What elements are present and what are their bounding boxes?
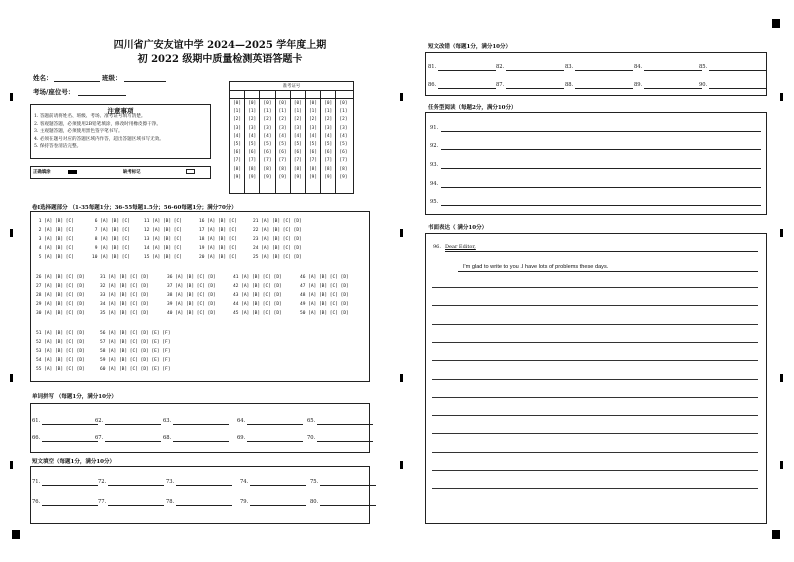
cloze-answer-line[interactable] <box>42 505 98 506</box>
mc-question-row[interactable]: 33 [A] [B] [C] [D] <box>100 292 149 298</box>
digit-bubble[interactable]: [9] <box>293 174 302 180</box>
grid-divider <box>259 90 260 194</box>
digit-bubble[interactable]: [7] <box>293 158 302 164</box>
timing-mark <box>10 461 13 469</box>
admission-digit-column[interactable] <box>337 100 349 182</box>
mc-question-row[interactable]: 6 [A] [B] [C] <box>92 219 130 224</box>
digit-bubble[interactable]: [8] <box>248 166 257 172</box>
digit-bubble[interactable]: [6] <box>233 150 241 156</box>
corner-mark-bottom-left <box>12 530 20 539</box>
grid-divider <box>244 90 245 194</box>
spelling-answer-line[interactable] <box>173 424 229 425</box>
task-number: 95. <box>430 199 439 205</box>
mc-question-row[interactable]: 28 [A] [B] [C] [D] <box>36 292 85 298</box>
sheet-title-line2: 初 2022 级期中质量检测英语答题卡 <box>137 54 303 65</box>
correct-fill-sample <box>68 170 77 174</box>
digit-bubble[interactable]: [6] <box>278 150 287 156</box>
mc-question-row[interactable]: 36 [A] [B] [C] [D] <box>167 275 216 280</box>
digit-bubble[interactable]: [9] <box>278 174 287 180</box>
digit-bubble[interactable]: [6] <box>263 150 272 156</box>
class-field[interactable] <box>124 81 166 82</box>
correction-answer-line[interactable] <box>438 88 496 89</box>
digit-bubble[interactable]: [3] <box>263 125 272 131</box>
digit-bubble[interactable]: [9] <box>263 174 272 180</box>
timing-mark <box>10 93 13 101</box>
digit-bubble[interactable]: [7] <box>339 158 348 164</box>
name-field[interactable] <box>54 81 100 82</box>
timing-mark <box>780 229 783 237</box>
writing-first-line: I'm glad to write to you .I have lots of problems these days. <box>463 264 609 270</box>
digit-bubble[interactable]: [1] <box>278 109 287 115</box>
mc-question-row[interactable]: 48 [A] [B] [C] [D] <box>300 292 349 298</box>
notes-item: 5. 保持答卷清洁完整。 <box>34 144 82 150</box>
digit-bubble[interactable]: [7] <box>248 158 257 164</box>
writing-line[interactable] <box>432 397 758 398</box>
digit-bubble[interactable]: [0] <box>248 101 257 106</box>
digit-bubble[interactable]: [2] <box>293 117 302 123</box>
digit-bubble[interactable]: [7] <box>324 158 333 164</box>
correction-number: 87. <box>496 82 505 88</box>
digit-bubble[interactable]: [1] <box>324 109 333 115</box>
digit-bubble[interactable]: [0] <box>293 101 302 106</box>
digit-bubble[interactable]: [7] <box>263 158 272 164</box>
correction-number: 82. <box>496 64 505 70</box>
notes-title: 注意事项 <box>107 107 134 115</box>
writing-line[interactable] <box>432 324 758 325</box>
absent-mark-label: 缺考标记 <box>123 170 141 175</box>
correction-number: 88. <box>565 82 574 88</box>
digit-bubble[interactable]: [1] <box>263 109 272 115</box>
mc-question-row[interactable]: 41 [A] [B] [C] [D] <box>233 275 282 280</box>
digit-bubble[interactable]: [3] <box>339 125 348 131</box>
digit-bubble[interactable]: [2] <box>309 117 317 123</box>
mc-question-row[interactable]: 40 [A] [B] [C] [D] <box>167 310 216 316</box>
timing-mark <box>10 374 13 382</box>
cloze-fill-title: 短文填空（每题1分，满分10分） <box>32 459 115 465</box>
digit-bubble[interactable]: [3] <box>309 125 317 131</box>
mc-question-row[interactable]: 35 [A] [B] [C] [D] <box>100 310 149 316</box>
digit-bubble[interactable]: [8] <box>339 166 348 172</box>
correction-answer-line[interactable] <box>709 70 767 71</box>
spelling-answer-line[interactable] <box>317 441 373 442</box>
correction-answer-line[interactable] <box>709 88 767 89</box>
mc-question-row[interactable]: 44 [A] [B] [C] [D] <box>233 301 282 307</box>
admission-digit-column[interactable] <box>246 100 258 182</box>
digit-bubble[interactable]: [7] <box>309 158 317 164</box>
digit-bubble[interactable]: [4] <box>309 133 317 139</box>
digit-bubble[interactable]: [3] <box>248 125 257 131</box>
digit-bubble[interactable]: [5] <box>278 141 287 147</box>
digit-bubble[interactable]: [8] <box>233 166 241 172</box>
writing-number: 96. <box>433 244 441 250</box>
digit-bubble[interactable]: [9] <box>233 174 241 180</box>
cloze-number: 77. <box>98 499 107 505</box>
mc-question-row[interactable]: 25 [A] [B] [C] [D] <box>253 254 302 260</box>
digit-bubble[interactable]: [5] <box>324 141 333 147</box>
digit-bubble[interactable]: [5] <box>309 141 317 147</box>
name-label: 姓名： <box>33 74 53 82</box>
digit-bubble[interactable]: [4] <box>263 133 272 139</box>
fill-example-box <box>30 166 211 179</box>
timing-mark <box>10 229 13 237</box>
writing-line[interactable] <box>432 360 758 361</box>
section1-title: 卷Ⅰ选择题部分 （1-35每题1分；36-55每题1.5分；56-60每题1分；满分70分） <box>32 205 237 211</box>
cloze-answer-line[interactable] <box>108 485 164 486</box>
correction-box <box>425 52 767 96</box>
cloze-number: 80. <box>310 499 319 505</box>
digit-bubble[interactable]: [1] <box>233 109 241 115</box>
notes-item: 2. 客观题答题，必须使用2B铅笔填涂，修改时用橡皮擦干净。 <box>34 121 161 127</box>
cloze-number: 75. <box>310 479 319 485</box>
spelling-number: 66. <box>32 435 41 441</box>
timing-mark <box>780 93 783 101</box>
mc-question-row[interactable]: 19 [A] [B] [C] <box>199 245 237 251</box>
digit-bubble[interactable]: [2] <box>339 117 348 123</box>
spelling-number: 68. <box>163 435 172 441</box>
writing-line[interactable] <box>432 433 758 434</box>
digit-bubble[interactable]: [4] <box>278 133 287 139</box>
mc-question-row[interactable]: 27 [A] [B] [C] [D] <box>36 283 85 289</box>
digit-bubble[interactable]: [1] <box>339 109 348 115</box>
digit-bubble[interactable]: [9] <box>309 174 317 180</box>
digit-bubble[interactable]: [5] <box>233 141 241 147</box>
spelling-answer-line[interactable] <box>173 441 229 442</box>
digit-bubble[interactable]: [9] <box>248 174 257 180</box>
cloze-number: 79. <box>240 499 249 505</box>
writing-line[interactable] <box>432 452 758 453</box>
timing-mark <box>400 374 403 382</box>
mc-question-row[interactable]: 59 [A] [B] [C] [D] [E] [F] <box>100 357 171 363</box>
correction-answer-line[interactable] <box>506 88 564 89</box>
digit-bubble[interactable]: [8] <box>324 166 333 172</box>
spelling-number: 69. <box>237 435 246 441</box>
mc-question-row[interactable]: 18 [A] [B] [C] <box>199 236 237 242</box>
task-reading-box <box>425 112 767 215</box>
correction-title: 短文改错（每题1分，满分10分） <box>428 44 511 50</box>
sheet-title-line1: 四川省广安友谊中学 2024—2025 学年度上期 <box>113 40 327 51</box>
admission-digit-column[interactable] <box>261 100 273 182</box>
task-number: 94. <box>430 181 439 187</box>
digit-bubble[interactable]: [6] <box>324 150 333 156</box>
mc-question-row[interactable]: 50 [A] [B] [C] [D] <box>300 310 349 316</box>
mc-question-row[interactable]: 34 [A] [B] [C] [D] <box>100 301 149 307</box>
digit-bubble[interactable]: [4] <box>248 133 257 139</box>
cloze-number: 74. <box>240 479 249 485</box>
digit-bubble[interactable]: [1] <box>248 109 257 115</box>
mc-question-row[interactable]: 17 [A] [B] [C] <box>199 227 237 233</box>
class-label: 班级： <box>102 74 122 82</box>
spelling-box <box>30 403 370 453</box>
digit-bubble[interactable]: [0] <box>278 101 287 106</box>
correction-answer-line[interactable] <box>575 88 633 89</box>
correction-answer-line[interactable] <box>575 70 633 71</box>
correction-answer-line[interactable] <box>644 70 702 71</box>
task-answer-line[interactable] <box>441 131 761 132</box>
correct-fill-label: 正确填涂 <box>33 170 51 175</box>
spelling-answer-line[interactable] <box>317 424 373 425</box>
mc-question-row[interactable]: 39 [A] [B] [C] [D] <box>167 301 216 307</box>
mc-question-row[interactable]: 11 [A] [B] [C] <box>144 219 182 224</box>
spelling-answer-line[interactable] <box>247 424 303 425</box>
digit-bubble[interactable]: [7] <box>278 158 287 164</box>
digit-bubble[interactable]: [3] <box>233 125 241 131</box>
correction-answer-line[interactable] <box>644 88 702 89</box>
spelling-number: 70. <box>307 435 316 441</box>
grid-divider <box>305 90 306 194</box>
notes-item: 1. 答题前请将姓名、班级、考场、准考证号填写清楚。 <box>34 114 146 119</box>
mc-question-row[interactable]: 22 [A] [B] [C] [D] <box>253 227 302 233</box>
mc-question-row[interactable]: 31 [A] [B] [C] [D] <box>100 275 149 280</box>
digit-bubble[interactable]: [3] <box>278 125 287 131</box>
timing-mark <box>400 229 403 237</box>
mc-question-row[interactable]: 55 [A] [B] [C] [D] <box>36 366 85 372</box>
digit-bubble[interactable]: [6] <box>293 150 302 156</box>
spelling-title: 单词拼写 （每题1分，满分10分） <box>32 394 117 400</box>
digit-bubble[interactable]: [5] <box>339 141 348 147</box>
mc-question-row[interactable]: 3 [A] [B] [C] <box>36 236 74 242</box>
admission-digit-column[interactable] <box>307 100 319 182</box>
mc-question-row[interactable]: 2 [A] [B] [C] <box>36 227 74 233</box>
task-number: 91. <box>430 125 439 131</box>
mc-question-row[interactable]: 45 [A] [B] [C] [D] <box>233 310 282 316</box>
digit-bubble[interactable]: [5] <box>248 141 257 147</box>
admission-digit-column[interactable] <box>277 100 289 182</box>
spelling-number: 61. <box>32 418 41 424</box>
mc-question-row[interactable]: 47 [A] [B] [C] [D] <box>300 283 349 289</box>
task-answer-line[interactable] <box>441 168 761 169</box>
admission-digit-column[interactable] <box>292 100 304 182</box>
grid-divider <box>290 90 291 194</box>
digit-bubble[interactable]: [0] <box>324 101 333 106</box>
digit-bubble[interactable]: [2] <box>278 117 287 123</box>
corner-mark-bottom-right <box>772 530 780 539</box>
digit-bubble[interactable]: [4] <box>233 133 241 139</box>
digit-bubble[interactable]: [6] <box>339 150 348 156</box>
mc-question-row[interactable]: 21 [A] [B] [C] [D] <box>253 219 302 224</box>
mc-question-row[interactable]: 4 [A] [B] [C] <box>36 245 74 251</box>
cloze-number: 72. <box>98 479 107 485</box>
mc-question-row[interactable]: 12 [A] [B] [C] <box>144 227 182 233</box>
seat-field[interactable] <box>78 95 126 96</box>
digit-bubble[interactable]: [4] <box>324 133 333 139</box>
cloze-answer-line[interactable] <box>320 485 376 486</box>
mc-question-row[interactable]: 43 [A] [B] [C] [D] <box>233 292 282 298</box>
mc-question-row[interactable]: 7 [A] [B] [C] <box>92 227 130 233</box>
mc-question-row[interactable]: 13 [A] [B] [C] <box>144 236 182 242</box>
digit-bubble[interactable]: [3] <box>293 125 302 131</box>
writing-title: 书面表达（ 满分10分） <box>428 225 488 231</box>
task-answer-line[interactable] <box>441 149 761 150</box>
correction-number: 86. <box>428 82 437 88</box>
cloze-fill-box <box>30 466 370 524</box>
digit-bubble[interactable]: [3] <box>324 125 333 131</box>
correction-number: 81. <box>428 64 437 70</box>
mc-question-row[interactable]: 38 [A] [B] [C] [D] <box>167 292 216 298</box>
digit-bubble[interactable]: [4] <box>339 133 348 139</box>
correction-number: 83. <box>565 64 574 70</box>
mc-question-row[interactable]: 52 [A] [B] [C] [D] <box>36 339 85 345</box>
digit-bubble[interactable]: [5] <box>293 141 302 147</box>
mc-question-row[interactable]: 1 [A] [B] [C] <box>36 219 74 224</box>
writing-line[interactable] <box>432 379 758 380</box>
cloze-answer-line[interactable] <box>42 485 98 486</box>
spelling-number: 67. <box>95 435 104 441</box>
digit-bubble[interactable]: [2] <box>324 117 333 123</box>
cloze-number: 71. <box>32 479 41 485</box>
mc-question-row[interactable]: 37 [A] [B] [C] [D] <box>167 283 216 289</box>
writing-greeting: Dear Editor, <box>445 244 476 250</box>
spelling-answer-line[interactable] <box>42 441 98 442</box>
notes-list <box>34 113 210 151</box>
seat-label: 考场/座位号： <box>33 88 75 96</box>
writing-line[interactable] <box>432 305 758 306</box>
mc-question-row[interactable]: 14 [A] [B] [C] <box>144 245 182 251</box>
digit-bubble[interactable]: [0] <box>263 101 272 106</box>
digit-bubble[interactable]: [0] <box>309 101 317 106</box>
task-reading-title: 任务型阅读（每题2分，满分10分） <box>428 105 517 111</box>
cloze-answer-line[interactable] <box>320 505 376 506</box>
mc-question-row[interactable]: 23 [A] [B] [C] [D] <box>253 236 302 242</box>
correction-number: 84. <box>634 64 643 70</box>
digit-bubble[interactable]: [9] <box>324 174 333 180</box>
mc-question-row[interactable]: 8 [A] [B] [C] <box>92 236 130 242</box>
mc-question-row[interactable]: 53 [A] [B] [C] [D] <box>36 348 85 354</box>
writing-line[interactable] <box>432 287 758 288</box>
correction-number: 85. <box>699 64 708 70</box>
spelling-number: 62. <box>95 418 104 424</box>
spelling-number: 65. <box>307 418 316 424</box>
mc-question-row[interactable]: 16 [A] [B] [C] <box>199 219 237 224</box>
timing-mark <box>400 93 403 101</box>
digit-bubble[interactable]: [6] <box>309 150 317 156</box>
spelling-answer-line[interactable] <box>247 441 303 442</box>
writing-line[interactable] <box>445 251 758 252</box>
writing-line[interactable] <box>432 342 758 343</box>
digit-bubble[interactable]: [0] <box>339 101 348 106</box>
mc-question-row[interactable]: 15 [A] [B] [C] <box>144 254 182 260</box>
correction-answer-line[interactable] <box>506 70 564 71</box>
cloze-answer-line[interactable] <box>176 505 232 506</box>
cloze-number: 78. <box>166 499 175 505</box>
notes-item: 4. 必须在题号对应的答题区域内作答，超出答题区域书写无效。 <box>34 136 164 142</box>
mc-question-row[interactable]: 29 [A] [B] [C] [D] <box>36 301 85 307</box>
cloze-answer-line[interactable] <box>250 485 306 486</box>
mc-question-row[interactable]: 56 [A] [B] [C] [D] [E] [F] <box>100 331 171 336</box>
mc-question-row[interactable]: 5 [A] [B] [C] <box>36 254 74 260</box>
correction-number: 90. <box>699 82 708 88</box>
spelling-number: 63. <box>163 418 172 424</box>
admission-digit-column[interactable] <box>322 100 334 182</box>
timing-mark <box>400 461 403 469</box>
digit-bubble[interactable]: [1] <box>293 109 302 115</box>
mc-question-row[interactable]: 9 [A] [B] [C] <box>92 245 130 251</box>
cloze-answer-line[interactable] <box>108 505 164 506</box>
digit-bubble[interactable]: [1] <box>309 109 317 115</box>
spelling-answer-line[interactable] <box>42 424 98 425</box>
digit-bubble[interactable]: [5] <box>263 141 272 147</box>
correction-number: 89. <box>634 82 643 88</box>
digit-bubble[interactable]: [8] <box>293 166 302 172</box>
cloze-number: 73. <box>166 479 175 485</box>
task-answer-line[interactable] <box>441 205 761 206</box>
spelling-answer-line[interactable] <box>105 424 161 425</box>
grid-divider <box>320 90 321 194</box>
digit-bubble[interactable]: [8] <box>263 166 272 172</box>
mc-question-row[interactable]: 32 [A] [B] [C] [D] <box>100 283 149 289</box>
mc-question-row[interactable]: 46 [A] [B] [C] [D] <box>300 275 349 280</box>
mc-question-row[interactable]: 42 [A] [B] [C] [D] <box>233 283 282 289</box>
digit-bubble[interactable]: [0] <box>233 101 241 106</box>
digit-bubble[interactable]: [7] <box>233 158 241 164</box>
writing-line[interactable] <box>432 470 758 471</box>
timing-mark <box>780 461 783 469</box>
digit-bubble[interactable]: [8] <box>278 166 287 172</box>
correction-answer-line[interactable] <box>438 70 496 71</box>
mc-question-row[interactable]: 30 [A] [B] [C] [D] <box>36 310 85 316</box>
writing-line[interactable] <box>458 271 758 272</box>
task-number: 93. <box>430 162 439 168</box>
admission-number-title: 准考证号 <box>282 84 301 89</box>
digit-bubble[interactable]: [9] <box>339 174 348 180</box>
grid-divider <box>335 90 336 194</box>
admission-digit-column[interactable] <box>231 100 243 182</box>
writing-line[interactable] <box>432 415 758 416</box>
digit-bubble[interactable]: [2] <box>248 117 257 123</box>
digit-bubble[interactable]: [6] <box>248 150 257 156</box>
mc-question-row[interactable]: 51 [A] [B] [C] [D] <box>36 331 85 336</box>
timing-mark <box>780 374 783 382</box>
spelling-number: 64. <box>237 418 246 424</box>
absent-mark-box[interactable] <box>186 169 195 174</box>
corner-mark-top-right <box>772 19 780 28</box>
mc-question-row[interactable]: 20 [A] [B] [C] <box>199 254 237 260</box>
task-answer-line[interactable] <box>441 187 761 188</box>
spelling-answer-line[interactable] <box>105 441 161 442</box>
grid-divider <box>275 90 276 194</box>
mc-question-row[interactable]: 24 [A] [B] [C] [D] <box>253 245 302 251</box>
digit-bubble[interactable]: [2] <box>263 117 272 123</box>
mc-question-row[interactable]: 10 [A] [B] [C] <box>92 254 130 260</box>
cloze-answer-line[interactable] <box>250 505 306 506</box>
cloze-answer-line[interactable] <box>176 485 232 486</box>
mc-question-row[interactable]: 60 [A] [B] [C] [D] [E] [F] <box>100 366 171 372</box>
mc-question-row[interactable]: 57 [A] [B] [C] [D] [E] [F] <box>100 339 171 345</box>
digit-bubble[interactable]: [4] <box>293 133 302 139</box>
mc-question-row[interactable]: 58 [A] [B] [C] [D] [E] [F] <box>100 348 171 354</box>
writing-line[interactable] <box>432 488 758 489</box>
task-number: 92. <box>430 143 439 149</box>
mc-question-row[interactable]: 26 [A] [B] [C] [D] <box>36 275 85 280</box>
mc-question-row[interactable]: 54 [A] [B] [C] [D] <box>36 357 85 363</box>
cloze-number: 76. <box>32 499 41 505</box>
notes-item: 3. 主观题答题，必须使用黑色签字笔书写。 <box>34 129 123 135</box>
digit-bubble[interactable]: [8] <box>309 166 317 172</box>
mc-question-row[interactable]: 49 [A] [B] [C] [D] <box>300 301 349 307</box>
digit-bubble[interactable]: [2] <box>233 117 241 123</box>
